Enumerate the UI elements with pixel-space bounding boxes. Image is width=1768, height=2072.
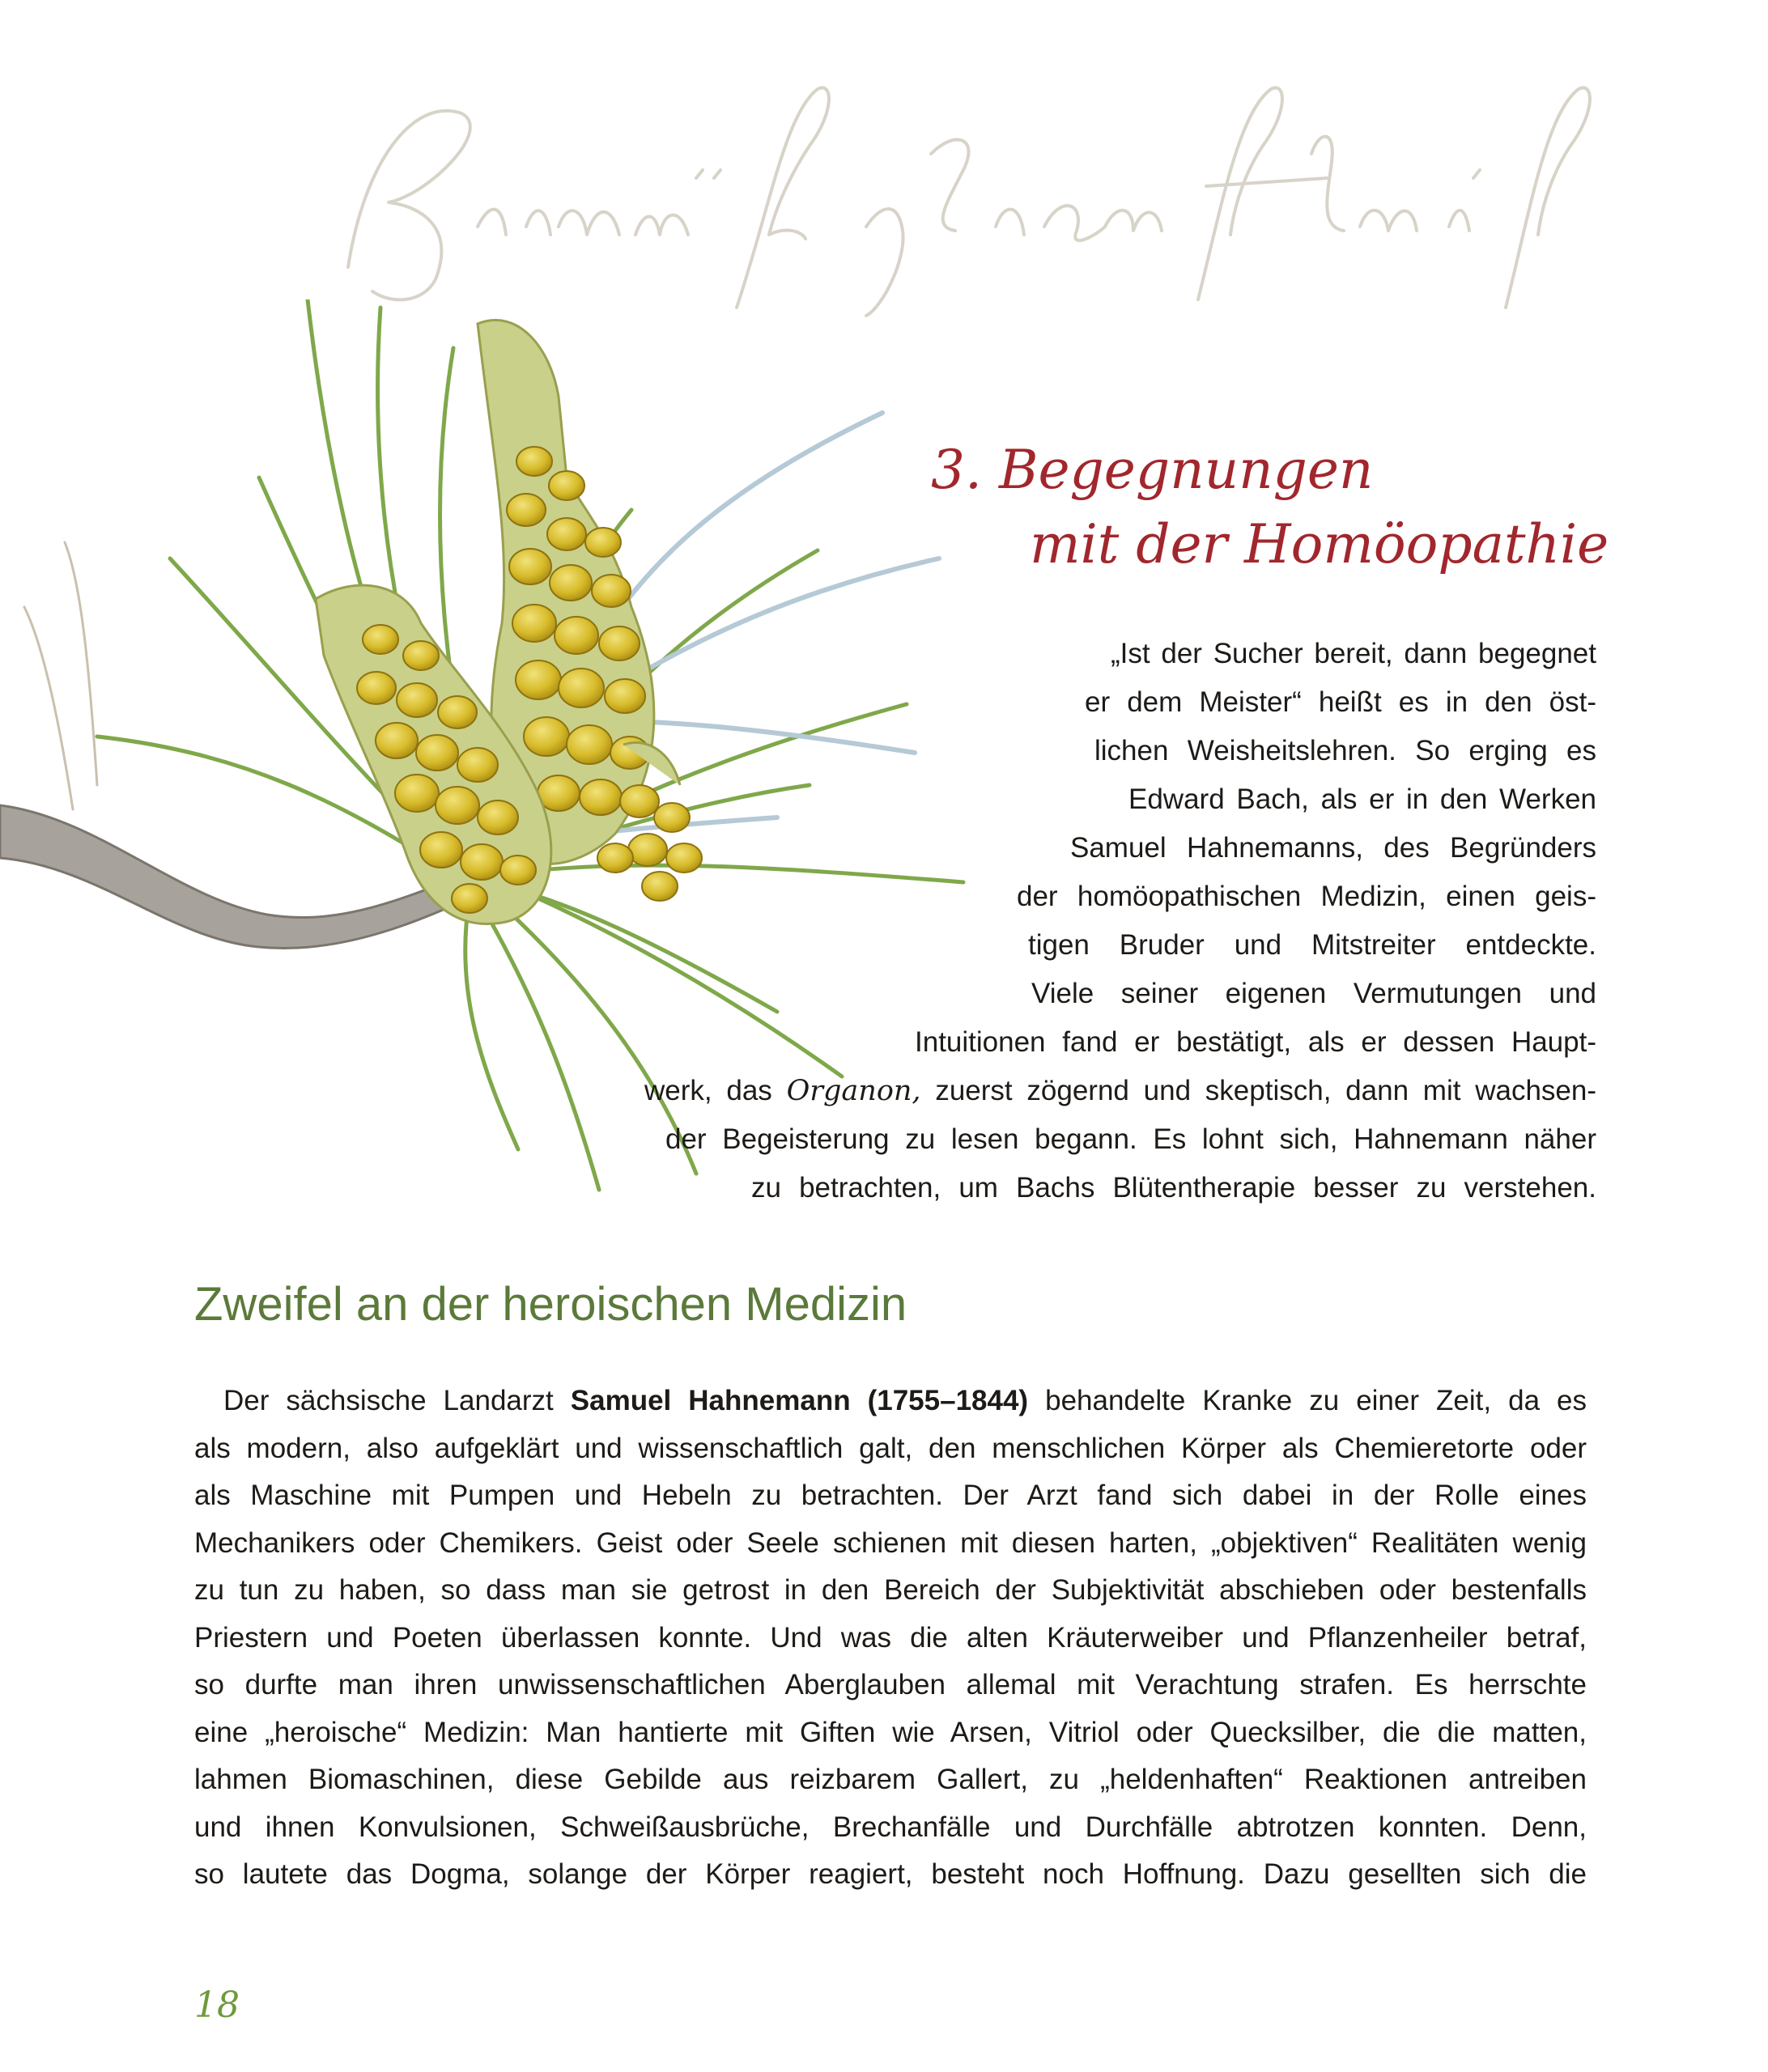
body-line-rest: behandelte Kranke zu einer Zeit, da es — [1028, 1385, 1587, 1416]
body-line: Mechanikers oder Chemikers. Geist oder Seele schienen mit diesen harten, „objektiven“ Realitäten wenig — [194, 1526, 1587, 1559]
body-line: zu tun zu haben, so dass man sie getrost in den Bereich der Subjektivität abschieben oder bestenfalls — [194, 1574, 1587, 1606]
intro-line: tigen Bruder und Mitstreiter entdeckte. — [1028, 929, 1596, 961]
body-line: Priestern und Poeten überlassen konnte. Und was die alten Kräuterweiber und Pflanzenheiler betraf, — [194, 1621, 1587, 1654]
intro-line: er dem Meister“ heißt es in den öst- — [1085, 686, 1596, 718]
body-line: so durfte man ihren unwissenschaftlichen Aberglauben allemal mit Verachtung strafen. Es herrschte — [194, 1669, 1587, 1700]
decorative-handwriting — [316, 65, 1708, 332]
intro-line-rest: zuerst zögernd und skeptisch, dann mit wachsen- — [935, 1075, 1596, 1106]
body-line: lahmen Biomaschinen, diese Gebilde aus reizbarem Gallert, zu „heldenhaften“ Reaktionen antreiben — [194, 1764, 1587, 1795]
chapter-title-line-1: 3. Begegnungen — [931, 439, 1374, 501]
intro-line: „Ist der Sucher bereit, dann begegnet — [1111, 638, 1596, 669]
chapter-title-line-2: mit der Homöopathie — [1030, 513, 1609, 575]
body-line: so lautete das Dogma, solange der Körper reagiert, besteht noch Hoffnung. Dazu gesellten sich die — [194, 1858, 1587, 1890]
body-line: als modern, also aufgeklärt und wissenschaftlich galt, den menschlichen Körper als Chemieretorte oder — [194, 1432, 1587, 1464]
body-line: als Maschine mit Pumpen und Hebeln zu betrachten. Der Arzt fand sich dabei in der Rolle eines — [194, 1480, 1587, 1511]
organon-title: Organon, — [786, 1075, 921, 1107]
intro-line: Viele seiner eigenen Vermutungen und — [1031, 978, 1596, 1009]
chapter-title — [931, 433, 1627, 582]
intro-line: Samuel Hahnemanns, des Begründers — [1070, 832, 1596, 864]
body-line: eine „heroische“ Medizin: Man hantierte mit Giften wie Arsen, Vitriol oder Quecksilber, die die matten, — [194, 1716, 1587, 1748]
intro-line-prefix: werk, das — [644, 1075, 787, 1106]
section-heading: Zweifel an der heroischen Medizin — [194, 1278, 907, 1331]
body-line-first — [194, 1378, 1587, 1425]
intro-line-organon — [644, 1067, 1596, 1115]
intro-line: Edward Bach, als er in den Werken — [1128, 783, 1596, 815]
intro-paragraph — [544, 630, 1596, 1212]
intro-line: zu betrachten, um Bachs Blütentherapie besser zu verstehen. — [751, 1172, 1596, 1204]
body-line: und ihnen Konvulsionen, Schweißausbrüche, Brechanfälle und Durchfälle abtrotzen konnten. Denn, — [194, 1811, 1587, 1843]
intro-line: der homöopathischen Medizin, einen geis- — [1017, 881, 1596, 912]
intro-line: Intuitionen fand er bestätigt, als er dessen Haupt- — [915, 1026, 1596, 1058]
intro-line: der Begeisterung zu lesen begann. Es lohnt sich, Hahnemann näher — [665, 1123, 1596, 1155]
body-paragraph — [194, 1378, 1587, 1899]
page-number: 18 — [194, 1985, 240, 2026]
body-line-prefix: Der sächsische Landarzt — [223, 1385, 571, 1416]
intro-line: lichen Weisheitslehren. So erging es — [1094, 735, 1596, 766]
hahnemann-name: Samuel Hahnemann (1755–1844) — [570, 1385, 1029, 1416]
